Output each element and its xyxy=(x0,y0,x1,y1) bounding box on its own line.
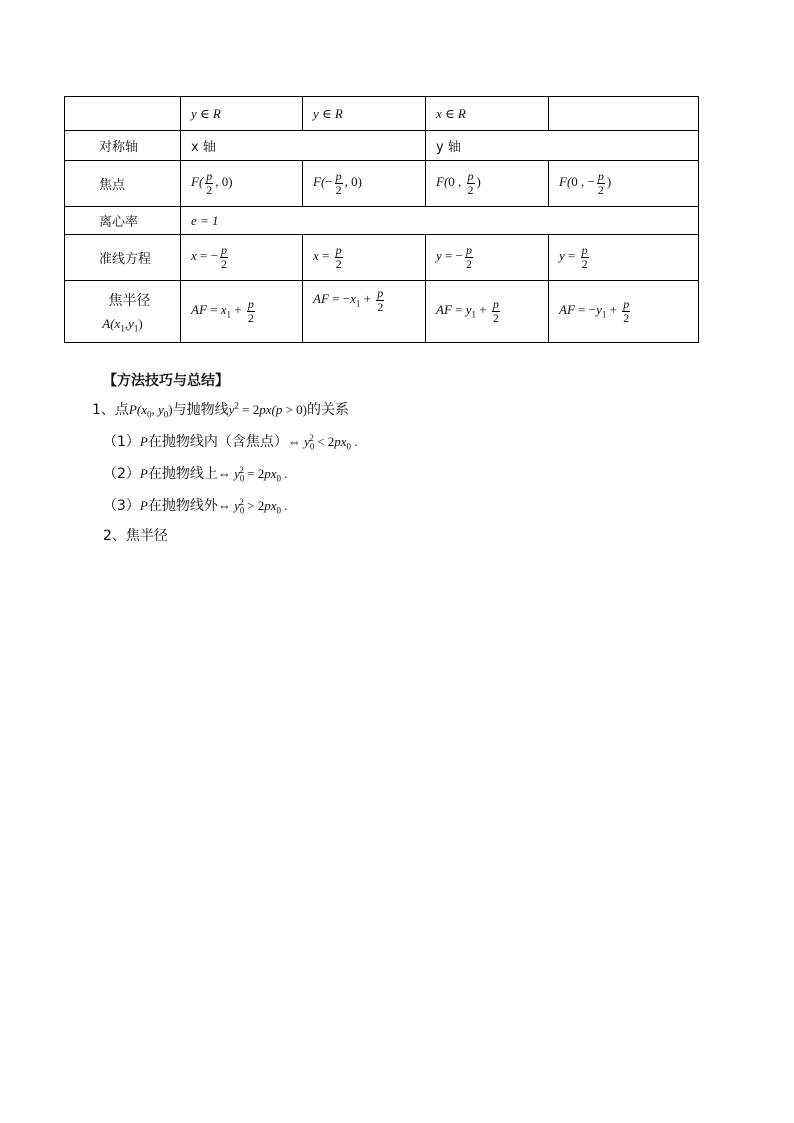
axis-y-value: y 轴 xyxy=(436,140,461,155)
domain-row xyxy=(65,97,699,131)
focal-radius-1: AF = $x_1$ + $\frac{p}{2}$ xyxy=(191,297,254,325)
domain-cell-2: y ∈ R xyxy=(313,105,343,121)
focal-radius-2: AF = $-x_1$ + $\frac{p}{2}$ xyxy=(313,286,384,314)
domain-cell-1: y ∈ R xyxy=(191,105,221,121)
focal-radius-point: $A(x_1,y_1)$ xyxy=(102,315,143,334)
directrix-label: 准线方程 xyxy=(65,235,181,281)
focus-row xyxy=(65,161,699,207)
parabola-equation: $y^2 = 2px(p > 0)$ xyxy=(228,400,307,417)
focus-4: F(0 , − $\frac{p}{2}$ ) xyxy=(559,169,612,197)
directrix-3: y = − $\frac{p}{2}$ xyxy=(436,243,472,271)
focal-radius-label: 焦半径 xyxy=(108,292,151,309)
focus-2: F(− $\frac{p}{2}$ , 0) xyxy=(313,169,362,197)
summary-item-2: 2、焦半径 xyxy=(103,528,168,544)
eccentricity-label: 离心率 xyxy=(65,207,181,235)
focus-1: F( $\frac{p}{2}$ , 0) xyxy=(191,169,233,197)
empty-cell xyxy=(65,97,181,131)
case-on: （2）P在抛物线上⇔ $y_0^2 = 2px_0$ . xyxy=(103,464,288,484)
directrix-1: x = − $\frac{p}{2}$ xyxy=(191,243,227,271)
case-inside: （1）P在抛物线内（含焦点）⇔ $y_0^2 < 2px_0$ . xyxy=(103,432,358,452)
directrix-row xyxy=(65,235,699,281)
domain-cell-3: x ∈ R xyxy=(436,105,466,121)
focus-label: 焦点 xyxy=(65,161,181,207)
eccentricity-value: e = 1 xyxy=(191,212,219,228)
directrix-2: x = $\frac{p}{2}$ xyxy=(313,243,342,271)
summary-heading: 【方法技巧与总结】 xyxy=(103,373,229,389)
axis-x-value: x 轴 xyxy=(191,140,216,155)
case-outside: （3）P在抛物线外⇔ $y_0^2 > 2px_0$ . xyxy=(103,496,288,516)
focal-radius-4: AF = $-y_1$ + $\frac{p}{2}$ xyxy=(559,297,630,325)
axis-label: 对称轴 xyxy=(65,131,181,161)
point-p: $P(x_0$, $y_0$) xyxy=(128,402,173,420)
focus-3: F(0 , $\frac{p}{2}$ ) xyxy=(436,169,481,197)
domain-cell-4 xyxy=(549,97,699,131)
parabola-properties-table xyxy=(64,96,699,343)
axis-row xyxy=(65,131,699,161)
summary-item-1: 1、点$P(x_0$, $y_0$)与抛物线$y^2 = 2px(p > 0)$的关系 xyxy=(92,400,349,420)
focal-radius-3: AF = $y_1$ + $\frac{p}{2}$ xyxy=(436,297,499,325)
eccentricity-row xyxy=(65,207,699,235)
focal-radius-row xyxy=(65,281,699,343)
directrix-4: y = $\frac{p}{2}$ xyxy=(559,243,588,271)
